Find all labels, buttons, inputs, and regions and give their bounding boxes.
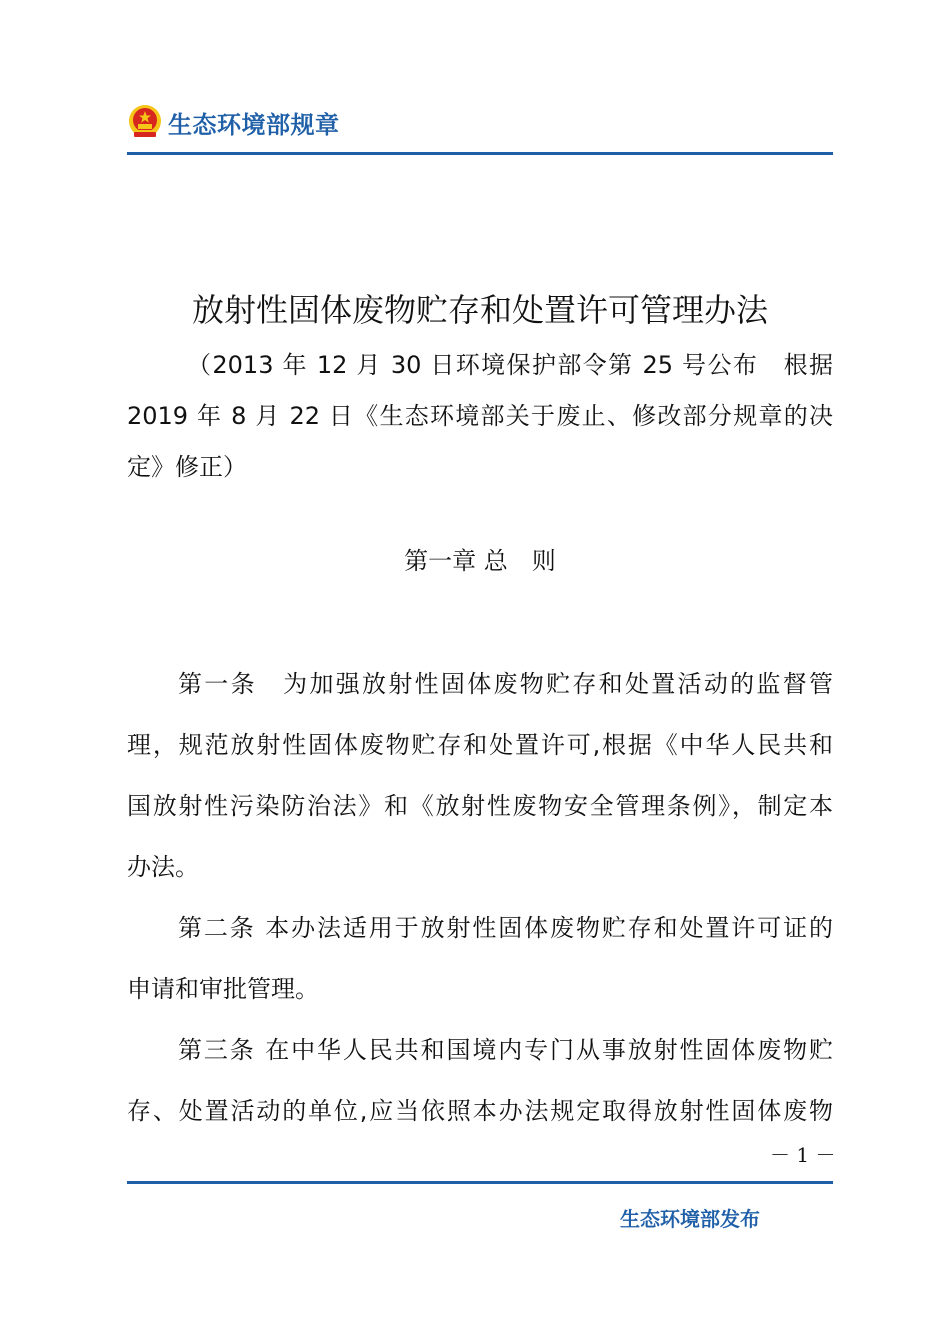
publication-note (127, 340, 833, 493)
body-line: 第二条 本办法适用于放射性固体废物贮存和处置许可证的 (178, 914, 833, 942)
page-header (128, 100, 340, 144)
document-title: 放射性固体废物贮存和处置许可管理办法 (191, 291, 768, 329)
note-line: （2013 年 12 月 30 日环境保护部令第 25 号公布 根据 (187, 351, 833, 379)
footer-divider (127, 1181, 833, 1184)
article-3 (127, 1020, 833, 1142)
footer-publisher: 生态环境部发布 (620, 1207, 760, 1231)
national-emblem-icon (128, 104, 162, 140)
note-line: 2019 年 8 月 22 日《生态环境部关于废止、修改部分规章的决 (127, 402, 833, 430)
body-line: 第三条 在中华人民共和国境内专门从事放射性固体废物贮 (178, 1036, 833, 1064)
body-line: 存、处置活动的单位,应当依照本办法规定取得放射性固体废物 (127, 1097, 833, 1125)
body-line: 第一条 为加强放射性固体废物贮存和处置活动的监督管 (178, 670, 833, 698)
body-line: 国放射性污染防治法》和《放射性废物安全管理条例》，制定本 (127, 792, 833, 820)
document-body (127, 654, 833, 1142)
page-number: － 1 － (770, 1143, 836, 1167)
article-2 (127, 898, 833, 1020)
body-line: 申请和审批管理。 (127, 975, 319, 1003)
note-line: 定》修正） (127, 453, 247, 481)
article-1 (127, 654, 833, 898)
chapter-heading: 第一章 总 则 (404, 547, 556, 575)
body-line: 理，规范放射性固体废物贮存和处置许可,根据《中华人民共和 (127, 731, 833, 759)
header-divider (127, 152, 833, 155)
body-line: 办法。 (127, 853, 199, 881)
header-title: 生态环境部规章 (168, 110, 340, 139)
